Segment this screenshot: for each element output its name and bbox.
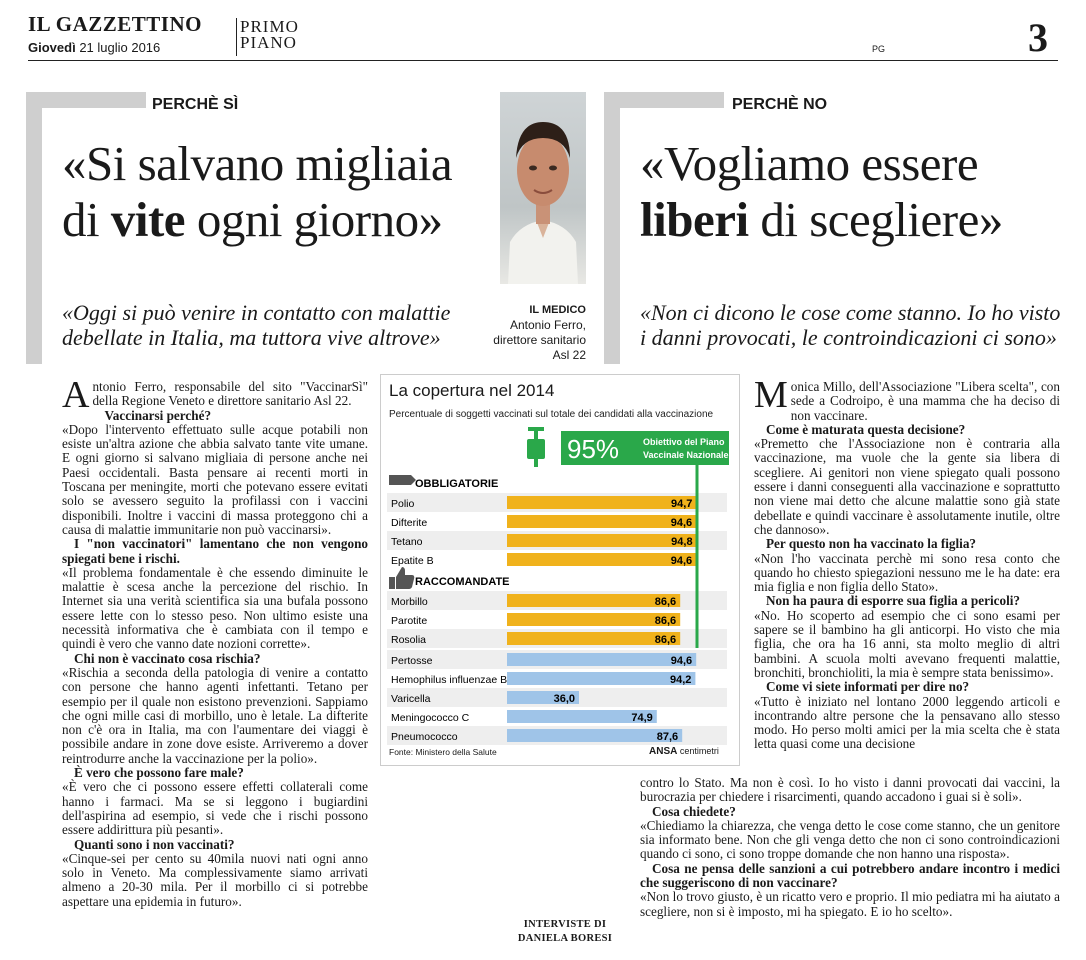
chart-value-label: 86,6 <box>654 634 677 646</box>
right-answer: «Premetto che l'Associazione non è contraria alla vaccinazione, ma vuole che la gente sia libera di scegliere. Ai genitori non viene spiegato quali possono essere i danni conseguenti alla vaccinazione e soprattutto non viene mai detto che alcune malattie sono già state debellate e quindi vaccinare è assolutamente inutile, oltre che dannoso». <box>754 436 1060 537</box>
chart-value-label: 87,6 <box>656 731 679 743</box>
right-answer: contro lo Stato. Ma non è così. Io ho visto i danni provocati dai vaccini, la burocrazia per chiedere i risarcimenti, quando accadono i guai si è soli». <box>640 775 1060 805</box>
left-kicker: PERCHÈ SÌ <box>152 96 239 113</box>
chart-plot <box>381 423 739 753</box>
right-intro <box>754 374 1060 423</box>
right-answer: «Non lo trovo giusto, è un ricatto vero e proprio. Il mio pediatra mi ha aiutato a scegliere, non si è imposto, mi ha spiegato. E io ho scelto». <box>640 889 1060 919</box>
left-answer: «Il problema fondamentale è che essendo diminuite le malattie è scesa anche la percezione del rischio. In Internet sia una verità scientifica sia una bufala possono essere lette con lo stesso peso. Non ultimo esiste una necessità informativa che è cambiata con il tempo e quindi è vero che vanno date nozioni corrette». <box>62 564 368 652</box>
chart-category-label: Polio <box>391 498 415 510</box>
caption-text: Antonio Ferro, direttore sanitario Asl 22 <box>493 318 586 362</box>
chart-logo <box>649 746 719 757</box>
coverage-chart <box>380 374 740 766</box>
left-answer: «Dopo l'intervento effettuato sulle acque potabili non esiste un'altra azione che abbia salvato tante vite umane. E ogni giorno si salvano migliaia di persone anche nei Paesi occidentali. Basta pensare ai recenti morti in Toscana per meningite, morti che potevano essere evitati solo se avessero seguito la profilassi con i vaccini disponibili. Inoltre i vaccini di massa proteggono chi a causa di malattie immunitarie non può vaccinarsi». <box>62 421 368 537</box>
masthead-date-text: 21 luglio 2016 <box>79 40 161 55</box>
syringe-part <box>528 427 544 431</box>
chart-title: La copertura nel 2014 <box>389 381 555 400</box>
left-question: È vero che possono fare male? <box>74 765 244 781</box>
left-question: Vaccinarsi perché? <box>104 407 212 423</box>
left-intro-text: ntonio Ferro, responsabile del sito "VaccinarSì" della Regione Veneto e direttore sanitario Asl 22. <box>92 379 368 409</box>
left-question: I "non vaccinatori" lamentano che non vengono spiegati bene i rischi. <box>62 536 368 566</box>
right-answer: «No. Ho scoperto ad esempio che ci sono esami per sapere se il bambino ha gli anticorpi. Ho visto che mia figlia, che ora ha 16 anni, sta molto meglio di altri bambini. A scuola molti avevano frequenti malattie, bronchiti, bronchioliti, la mia è sempre stata benissimo». <box>754 607 1060 680</box>
right-article-body <box>754 374 1060 752</box>
interview-credit <box>510 918 620 946</box>
chart-category-label: Rosolia <box>391 634 427 646</box>
chart-subtitle: Percentuale di soggetti vaccinati sul totale dei candidati alla vaccinazione <box>389 409 714 420</box>
syringe-icon <box>527 427 545 467</box>
left-subhead: «Oggi si può venire in contatto con malattie debellate in Italia, ma tuttora vive altrove» <box>62 300 451 350</box>
left-bracket-vertical <box>26 92 42 364</box>
caption-title: IL MEDICO <box>529 304 586 316</box>
right-answer: «Non l'ho vaccinata perchè mi sono resa conto che quando ho chiesto spiegazioni nessuno me le ha date: era mia figlia e non figlia dello Stato». <box>754 550 1060 595</box>
left-answer: «Rischia a seconda della patologia di venire a contatto con persone che hanno agenti infettanti. Tetano per esempio per il quale non esistono prevenzioni. Sappiamo che ogni mille casi di morbillo, uno è letale. La difterite non c'è ora in Italia, ma con l'aumentare dei viaggi è possibile andare in zone dove esiste. Arriveremo a dover reintrodurre anche la vaccinazione per la polio». <box>62 664 368 766</box>
chart-value-label: 94,7 <box>670 498 693 510</box>
section-line2: PIANO <box>240 33 297 52</box>
chart-logo-centimetri: centimetri <box>679 746 719 756</box>
target-text-line2: Vaccinale Nazionale <box>643 450 729 460</box>
target-text-line1: Obiettivo del Piano <box>643 437 725 447</box>
right-question: Cosa chiedete? <box>652 803 736 819</box>
chart-category-label: Pertosse <box>391 655 433 667</box>
right-answer: «Tutto è iniziato nel lontano 2000 leggendo articoli e incontrando altre persone che la pensavano allo stesso modo. Ho perso molti amici per la mia scelta che è stata letta quasi come una decisione <box>754 693 1060 752</box>
pg-label: PG <box>872 44 886 54</box>
thumbs-up-icon <box>389 567 414 589</box>
chart-category-label: Difterite <box>391 517 428 529</box>
right-bracket-vertical <box>604 92 620 364</box>
chart-bar <box>507 496 696 509</box>
right-question: Come è maturata questa decisione? <box>766 421 966 437</box>
chart-logo-ansa: ANSA <box>649 746 678 757</box>
left-headline-post: ogni giorno» <box>185 192 443 247</box>
pointing-hand-icon <box>389 475 416 485</box>
chart-value-label: 86,6 <box>654 596 677 608</box>
right-headline-bold: liberi <box>640 192 749 247</box>
left-question: Chi non è vaccinato cosa rischia? <box>74 650 261 666</box>
chart-value-label: 36,0 <box>553 693 575 705</box>
masthead-title: IL GAZZETTINO <box>28 12 202 36</box>
left-headline-line1: «Si salvano migliaia <box>62 136 453 191</box>
chart-bar <box>507 515 696 528</box>
chart-category-label: Morbillo <box>391 596 428 608</box>
syringe-part <box>534 459 538 467</box>
target-line <box>696 465 699 648</box>
doctor-portrait-icon <box>500 92 586 284</box>
right-headline <box>640 136 1080 248</box>
chart-value-label: 74,9 <box>631 712 653 724</box>
masthead-rule <box>28 60 1058 61</box>
credit-line2: DANIELA BORESI <box>517 933 613 944</box>
right-question: Cosa ne pensa delle sanzioni a cui potrebbero andare incontro i medici che suggeriscono di non vaccinare? <box>640 860 1060 891</box>
right-kicker: PERCHÈ NO <box>732 96 828 113</box>
left-bracket-horizontal <box>26 92 146 108</box>
section-divider <box>236 18 237 56</box>
chart-bar <box>507 653 696 666</box>
right-question: Per questo non ha vaccinato la figlia? <box>766 536 977 552</box>
chart-category-label: Tetano <box>391 536 423 548</box>
right-article-body-continued <box>640 776 1060 919</box>
chart-value-label: 94,6 <box>670 517 693 529</box>
left-dropcap: A <box>62 374 90 416</box>
masthead-date <box>28 40 160 55</box>
right-question: Come vi siete informati per dire no? <box>766 679 970 695</box>
chart-source: Fonte: Ministero della Salute <box>389 747 497 757</box>
chart-category-label: Parotite <box>391 615 428 627</box>
syringe-part <box>527 439 545 459</box>
chart-value-label: 94,2 <box>669 674 692 686</box>
chart-category-label: Meningococco C <box>391 712 470 724</box>
chart-value-label: 94,6 <box>670 555 693 567</box>
left-headline-pre: di <box>62 192 111 247</box>
doctor-photo <box>500 92 586 284</box>
chart-bar <box>507 553 696 566</box>
chart-bar <box>507 672 695 685</box>
right-answer: «Chiediamo la chiarezza, che venga detto le cose come stanno, che un genitore sia informato bene. Non che gli venga detto che non ci sono controindicazioni quando ci sono, ci sono troppe domande che non hanno una risposta». <box>640 817 1060 862</box>
credit-line1: INTERVISTE DI <box>523 919 607 930</box>
page-number: 3 <box>1028 15 1048 60</box>
group-label: OBBLIGATORIE <box>415 478 499 490</box>
photo-caption <box>480 303 586 363</box>
target-value-label: 95% <box>567 434 620 464</box>
masthead-weekday: Giovedì <box>28 40 76 55</box>
section-line1: PRIMO <box>240 17 299 36</box>
left-headline-line2 <box>62 192 492 248</box>
left-headline-bold: vite <box>110 192 186 247</box>
right-bracket-horizontal <box>604 92 724 108</box>
group-label: RACCOMANDATE <box>415 576 510 588</box>
chart-bar <box>507 534 697 547</box>
right-subhead: «Non ci dicono le cose come stanno. Io ho visto i danni provocati, le controindicazioni ci sono» <box>640 300 1061 350</box>
right-question: Non ha paura di esporre sua figlia a pericoli? <box>766 593 1020 609</box>
chart-category-label: Epatite B <box>391 555 434 567</box>
chart-value-label: 94,8 <box>671 536 693 548</box>
right-intro-text: onica Millo, dell'Associazione "Libera scelta", con sede a Codroipo, è una mamma che ha deciso di non vaccinare. <box>790 379 1060 423</box>
chart-category-label: Pneumococco <box>391 731 458 743</box>
left-article-body <box>62 374 368 909</box>
left-headline <box>62 136 492 248</box>
chart-value-label: 86,6 <box>654 615 677 627</box>
right-headline-line2 <box>640 192 1080 248</box>
left-answer: «È vero che ci possono essere effetti collaterali come hanno i farmaci. Ma se si leggono i bugiardini dell'aspirina ad esempio, si vede che i rischi possono essere addirittura più pesanti». <box>62 779 368 838</box>
left-answer: «Cinque-sei per cento su 40mila nuovi nati ogni anno solo in Veneto. Ma complessivamente siamo arrivati almeno a 20-30 mila. Per il morbillo ci si potrebbe aspettare una epidemia in futuro». <box>62 850 368 909</box>
section-label <box>240 19 299 51</box>
right-headline-post: di scegliere» <box>748 192 1003 247</box>
left-question: Quanti sono i non vaccinati? <box>74 836 235 852</box>
chart-category-label: Hemophilus influenzae B <box>391 674 508 686</box>
right-headline-line1: «Vogliamo essere <box>640 136 979 191</box>
chart-value-label: 94,6 <box>670 655 693 667</box>
chart-category-label: Varicella <box>391 693 431 705</box>
right-dropcap: M <box>754 374 788 416</box>
syringe-part <box>534 431 538 439</box>
